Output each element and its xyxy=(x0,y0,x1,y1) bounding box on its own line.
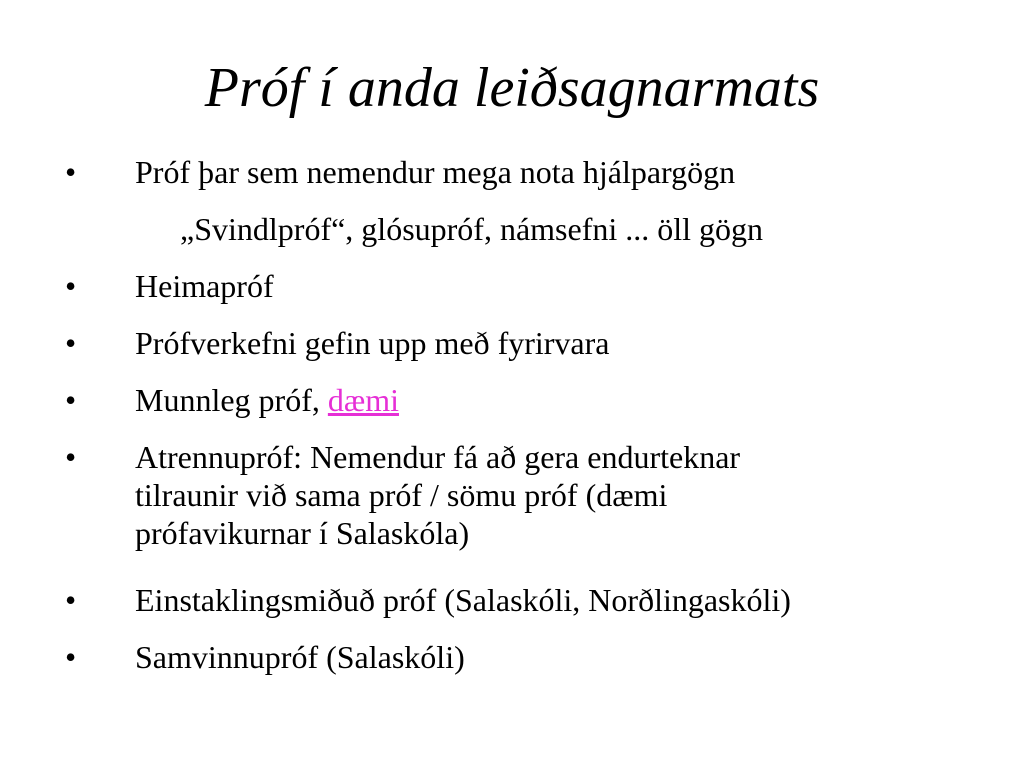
list-subitem-text: „Svindlpróf“, glósupróf, námsefni ... öll gögn xyxy=(180,211,764,247)
bullet-icon: • xyxy=(65,382,77,418)
bullet-icon: • xyxy=(65,639,77,675)
list-item-line: prófavikurnar í Salaskóla) xyxy=(135,515,470,551)
bullet-icon: • xyxy=(65,268,77,304)
list-item-text: Heimapróf xyxy=(135,268,274,304)
list-item-text: Einstaklingsmiðuð próf (Salaskóli, Norðlingaskóli) xyxy=(135,582,791,618)
list-item-text: Samvinnupróf (Salaskóli) xyxy=(135,639,465,675)
list-item-text xyxy=(135,438,975,552)
list-item-line: Atrennupróf: Nemendur fá að gera endurteknar xyxy=(135,439,741,475)
bullet-icon: • xyxy=(65,325,77,361)
list-item-text: Próf þar sem nemendur mega nota hjálpargögn xyxy=(135,154,736,190)
bullet-icon: • xyxy=(65,439,77,475)
bullet-icon: • xyxy=(65,582,77,618)
bullet-icon: • xyxy=(65,154,77,190)
list-item-text: Prófverkefni gefin upp með fyrirvara xyxy=(135,325,610,361)
list-item-text-prefix: Munnleg próf, xyxy=(135,382,328,418)
slide-title: Próf í anda leiðsagnarmats xyxy=(204,57,820,119)
list-item-text xyxy=(135,381,975,419)
daemi-link[interactable]: dæmi xyxy=(327,382,399,418)
list-item-line: tilraunir við sama próf / sömu próf (dæmi xyxy=(135,477,668,513)
